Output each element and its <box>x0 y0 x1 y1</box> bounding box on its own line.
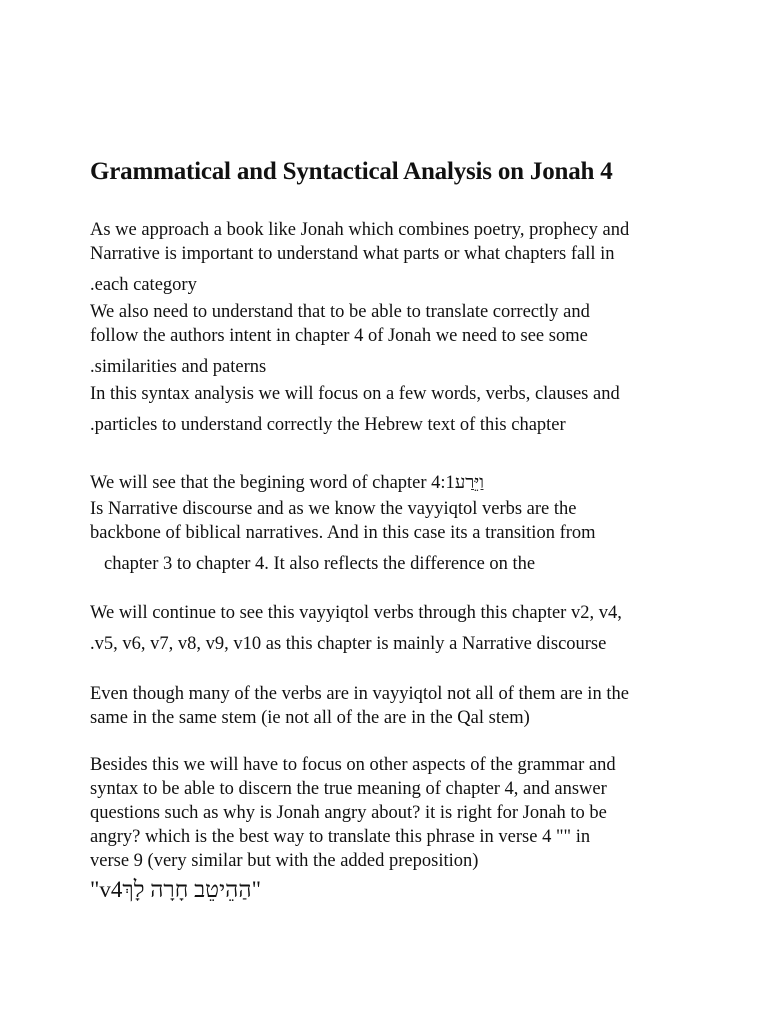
paragraph-line: .particles to understand correctly the Hebrew text of this chapter <box>90 415 566 435</box>
paragraph-line: questions such as why is Jonah angry about? it is right for Jonah to be <box>90 803 607 823</box>
paragraph-line: We also need to understand that to be able to translate correctly and <box>90 302 590 322</box>
paragraph-line: Besides this we will have to focus on other aspects of the grammar and <box>90 755 616 775</box>
paragraph-line: We will continue to see this vayyiqtol verbs through this chapter v2, v4, <box>90 603 622 623</box>
paragraph-line: chapter 3 to chapter 4. It also reflects the difference on the <box>104 554 536 574</box>
paragraph-line: follow the authors intent in chapter 4 of Jonah we need to see some <box>90 326 588 346</box>
paragraph-line: .similarities and paterns <box>90 357 267 377</box>
paragraph-line: verse 9 (very similar but with the added preposition) <box>90 851 479 871</box>
paragraph-line: Even though many of the verbs are in vayyiqtol not all of them are in the <box>90 684 629 704</box>
paragraph-line: Narrative is important to understand what parts or what chapters fall in <box>90 244 615 264</box>
paragraph-line: Is Narrative discourse and as we know the vayyiqtol verbs are the <box>90 499 577 519</box>
paragraph-line: syntax to be able to discern the true meaning of chapter 4, and answer <box>90 779 607 799</box>
paragraph-line: .v5, v6, v7, v8, v9, v10 as this chapter is mainly a Narrative discourse <box>90 634 607 654</box>
paragraph-line: We will see that the begining word of chapter 4:1וַיֵּרַע <box>90 473 484 493</box>
hebrew-phrase: "v4הַהֵיטֵב חָרָה לָךְ" <box>90 877 261 902</box>
document-title: Grammatical and Syntactical Analysis on Jonah 4 <box>90 158 613 185</box>
paragraph-line: .each category <box>90 275 197 295</box>
paragraph-line: backbone of biblical narratives. And in this case its a transition from <box>90 523 596 543</box>
paragraph-line: same in the same stem (ie not all of the are in the Qal stem) <box>90 708 530 728</box>
paragraph-line: angry? which is the best way to translate this phrase in verse 4 "" in <box>90 827 591 847</box>
paragraph-line: As we approach a book like Jonah which combines poetry, prophecy and <box>90 220 630 240</box>
paragraph-line: In this syntax analysis we will focus on a few words, verbs, clauses and <box>90 384 620 404</box>
